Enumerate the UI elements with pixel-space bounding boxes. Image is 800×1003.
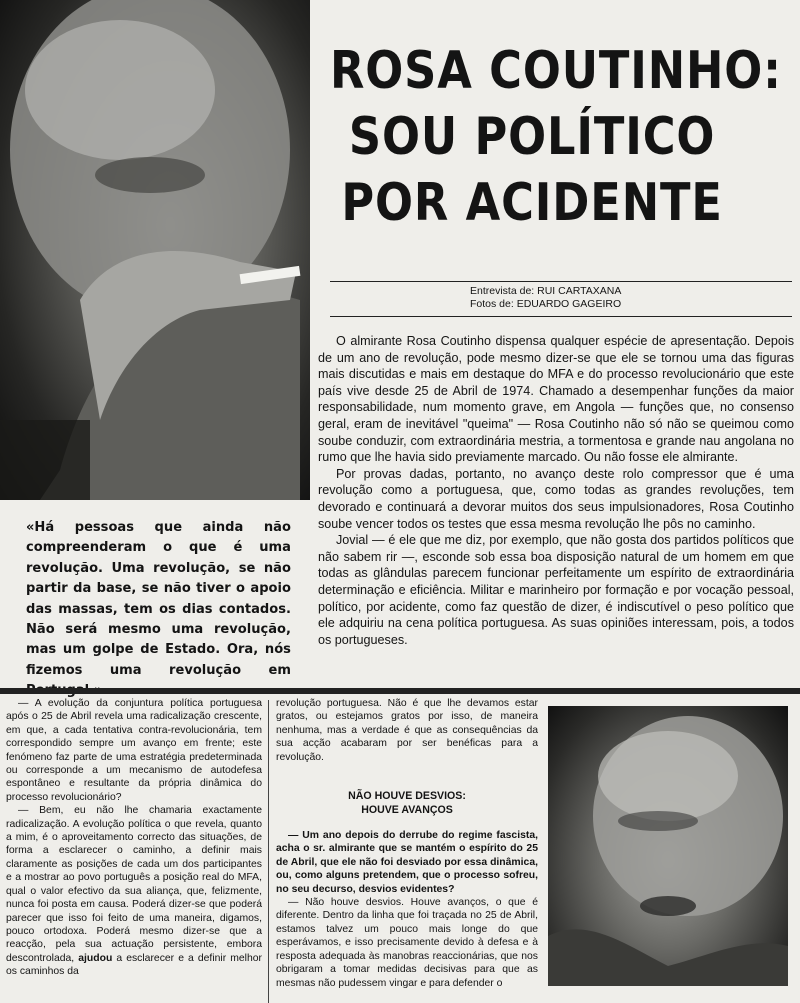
- interview-column-left: [6, 697, 262, 979]
- closeup-illustration: [548, 706, 788, 986]
- answer-text-end: a esclarecer e a definir melhor os caminhos da: [6, 952, 262, 978]
- interview-credit: Entrevista de: RUI CARTAXANA: [470, 285, 622, 297]
- portrait-photo-smoking: [0, 0, 310, 500]
- intro-paragraph: Por provas dadas, portanto, no avanço deste rolo compressor que é uma revolução como a portuguesa, que, como todas as grandes revoluções, tem devorado e continuará a devorar muitos dos seus impulsionadores, Rosa Coutinho soube vencer todos os testes que essa mesma revolução lhe pôs no caminho.: [318, 466, 794, 531]
- subhead-line-2: HOUVE AVANÇOS: [361, 803, 453, 816]
- headline-rule-top: [330, 281, 792, 282]
- answer-emphasis: ajudou: [78, 952, 113, 964]
- headline-line-1: ROSA COUTINHO:: [330, 41, 782, 101]
- interview-column-middle: [276, 697, 538, 990]
- photo-credit: Fotos de: EDUARDO GAGEIRO: [470, 298, 622, 310]
- headline-rule-bottom: [330, 316, 792, 317]
- subhead-line-1: NÃO HOUVE DESVIOS:: [348, 790, 466, 803]
- section-divider-band: [0, 688, 800, 694]
- intro-paragraph: Jovial — é ele que me diz, por exemplo, que não gosta dos partidos políticos que não sabem rir —, esconde sob essa boa disposição natural de um homem em que todas as glândulas parecem funcionar perfeitamente um espírito de extraordinária determinação e eficiência. Militar e marinheiro por formação e por vocação pessoal, político, por acidente, como faz questão de dizer, é indiscutível o peso político que ele adquiriu na cena política portuguesa. As suas opiniões interessam, pois, a todos os portugueses.: [318, 533, 794, 647]
- headline: [330, 38, 782, 236]
- answer-text: — Bem, eu não lhe chamaria exactamente radicalização. A evolução política o que revela, quanto a mim, é o aproveitamento correcto das situações, de forma a esclarecer o caminho, a definir mais claramente as posições de cada um dos participantes e a mostrar ao povo português a posição real do MFA, qual o valor efectivo da sua aliança, que, felizmente, nunca foi posta em causa. Poderá dizer-se que poderá parecer que isso foi feito de uma maneira, digamos, pouco ortodoxa. Poderá mesmo dizer-se que a reacção, pela sua actuação persistente, embora descontrolada,: [6, 805, 262, 964]
- intro-text: [318, 333, 794, 648]
- intro-paragraph: O almirante Rosa Coutinho dispensa qualquer espécie de apresentação. Depois de um ano de revolução, pode mesmo dizer-se que ele se tornou uma das figuras mais discutidas e mais em destaque do MFA e do processo revolucionário que este país vive desde 25 de Abril de 1974. Chamado a desempenhar funções da maior responsabilidade, num momento grave, em Angola — funções que, no consenso geral, eram de inevitável "queima" — Rosa Coutinho não só não se queimou como soube conduzir, com extraordinária mestria, a tormentosa e grande nau angolana no rumo que lhe havia sido previamente marcado. Ou não fosse ele almirante.: [318, 334, 794, 465]
- answer-continuation: revolução portuguesa. Não é que lhe devamos estar gratos, ou estejamos gratos por isso, de maneira nenhuma, mas a verdade é que as consequências da sua acção acabaram por ser benéficas para a revolução.: [276, 698, 538, 763]
- answer-paragraph: [6, 804, 262, 978]
- portrait-photo-closeup: [548, 706, 788, 986]
- headline-line-2: SOU POLÍTICO: [348, 107, 716, 167]
- question-paragraph: — A evolução da conjuntura política portuguesa após o 25 de Abril revela uma radicalização crescente, em que, a cada tentativa contra-revolucionária, tem correspondido sempre um avanço em frente; este fenómeno faz parte de uma estratégia predeterminada ou corresponde a um mecanismo de autodefesa espontâneo e resultante da própria dinâmica do processo revolucionário?: [6, 698, 262, 803]
- pull-quote: «Há pessoas que ainda não compreenderam o que é uma revolução. Uma revolução, se não partir da base, se não tiver o apoio das massas, tem os dias contados. Não será mesmo uma revolução, mas um golpe de Estado. Ora, nós fizemos uma revolução em: [26, 519, 291, 678]
- answer-paragraph: — Não houve desvios. Houve avanços, o que é diferente. Dentro da linha que foi traçada no 25 de Abril, estamos talvez um pouco mais longe do que esperávamos, e isso precisamente devido à defesa e à resposta adequada às manobras reaccionárias, que nos obrigaram a tomar medidas decisivas para que as mesmas não pudessem vingar e para defender o: [276, 897, 538, 989]
- portrait-illustration: [0, 0, 310, 500]
- column-divider: [268, 700, 269, 1003]
- section-subhead: [276, 790, 538, 817]
- headline-line-3: POR ACIDENTE: [341, 173, 723, 233]
- credits: [470, 285, 621, 311]
- question-paragraph: — Um ano depois do derrube do regime fascista, acha o sr. almirante que se mantém o espírito do 25 de Abril, que ele não foi desviado por essa dinâmica, ou, como alguns pretendem, que o processo sofreu, no seu decurso, desvios evidentes?: [276, 830, 538, 895]
